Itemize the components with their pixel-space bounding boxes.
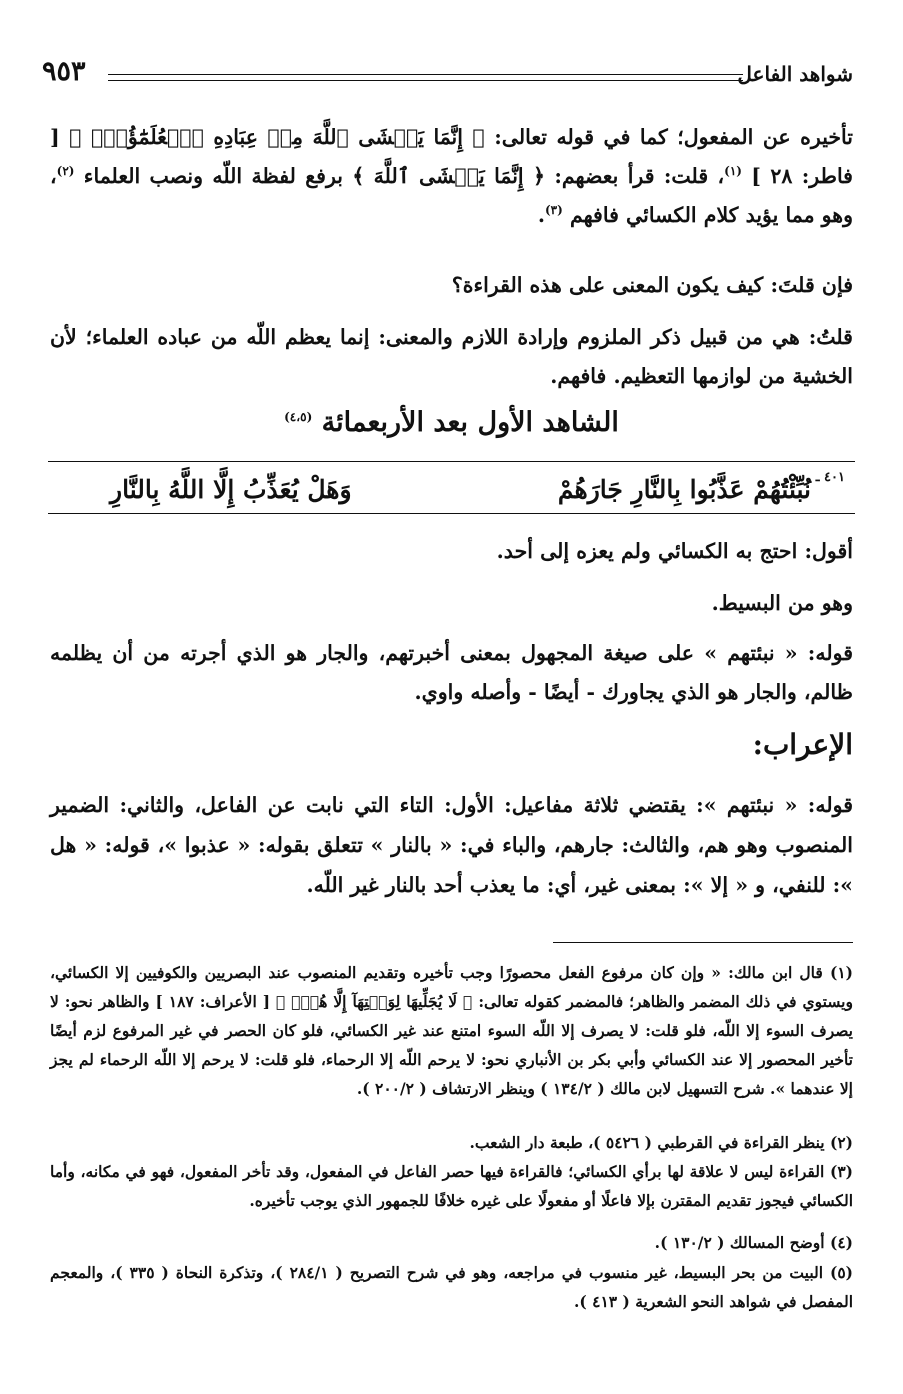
term: والثاني: bbox=[119, 793, 185, 817]
aqul-text: احتج به الكسائي ولم يعزه إلى أحد. bbox=[496, 539, 805, 563]
paragraph-quran-citation bbox=[50, 118, 853, 235]
footnote-ref-2[interactable]: (٢) bbox=[56, 164, 75, 179]
aqul-label: أقول: bbox=[804, 539, 853, 563]
section-heading bbox=[0, 407, 903, 438]
term: والثالث: bbox=[621, 833, 690, 857]
i3rab-heading: الإعراب: bbox=[752, 728, 853, 761]
term: بالنار bbox=[391, 833, 432, 857]
term: عذبوا bbox=[184, 833, 230, 857]
verse-top-rule bbox=[48, 461, 855, 462]
footnote-ref-4-5[interactable]: (٤،٥) bbox=[284, 410, 313, 424]
paragraph-question bbox=[50, 266, 853, 305]
verse-second-hemistich: وَهَلْ يُعَذِّبُ إِلَّا اللَّهُ بِالنَّارِ bbox=[110, 475, 352, 504]
footnote-ref-1[interactable]: (١) bbox=[724, 164, 742, 179]
footnote-2: (٢) ينظر القراءة في القرطبي ( ٥٤٢٦ )، طبعة دار الشعب. bbox=[469, 1133, 853, 1152]
text-segment: ، وهو مما يؤيد كلام الكسائي فافهم bbox=[50, 164, 853, 227]
verse-bottom-rule bbox=[48, 513, 855, 514]
verse-number: ٤٠١ ـ bbox=[815, 470, 845, 485]
paragraph-i3rab bbox=[50, 785, 853, 905]
text-segment: »: بمعنى غير، أي: ما يعذب أحد بالنار غير اللّه. bbox=[306, 873, 711, 897]
text-segment: جارهم، والباء في: « bbox=[431, 833, 622, 857]
answer-label: قلتُ: bbox=[808, 325, 853, 349]
text-segment: قوله: « bbox=[774, 793, 853, 817]
footnote-3: (٣) القراءة ليس لا علاقة لها برأي الكسائي؛ فالقراءة فيها حصر الفاعل في المفعول، وقد تأخر المفعول، فهو في مكانه، وأما الكسائي فيجوز تقديم المقترن بإلا فاعلًا أو مفعولًا على غيره خلافًا للجمهور الذي يوجب تأخيره. bbox=[50, 1162, 853, 1210]
section-heading-text: الشاهد الأول بعد الأربعمائة bbox=[312, 407, 619, 438]
paragraph-aqul bbox=[50, 532, 853, 571]
text-segment: التاء التي نابت عن الفاعل، bbox=[184, 793, 445, 817]
footnote-1: (١) قال ابن مالك: « وإن كان مرفوع الفعل محصورًا وجب تأخيره وتقديم المنصوب عند البصريين والكوفيين إلا الكسائي، ويستوي في ذلك المضمر والظاهر؛ فالمضمر كقوله تعالى: ﴿ لَا يُجَلِّيهَا لِوَقۡتِهَآ إِلَّا هُوَۚ ﴾ [ الأعراف: ١٨٧ ] والظاهر نحو: لا يصرف السوء إلا اللّه، فلو قلت: لا يصرف إلا اللّه السوء امتنع عند غير الكسائي، فلو كان الحصر في غير المرفوع لزم أيضًا تأخير المحصور إلا عند الكسائي وأبي بكر بن الأنباري نحو: لا يرحم اللّه إلا الرحماء، فلو قلت: لا يرحم إلا اللّه الرحماء لم يجز إلا عندهما ». شرح التسهيل لابن مالك ( ١٣٤/٢ ) وينظر الارتشاف ( ٢٠٠/٢ ). bbox=[50, 963, 853, 1098]
text-segment: تأخيره عن المفعول؛ كما في قوله تعالى: ﴿ إِنَّمَا يَخۡشَى ٱللَّهَ مِنۡ عِبَادِهِ ٱلۡعُلَمَٰٓؤُاْۗ ﴾ [ فاطر: ٢٨ ] bbox=[50, 125, 853, 188]
paragraph-explanation: قوله: « نبئتهم » على صيغة المجهول بمعنى أخبرتهم، والجار هو الذي أجرته من أن يظلمه ظالم، والجار هو الذي يجاورك - أيضًا - وأصله واوي. bbox=[50, 641, 853, 704]
text-segment: ، قلت: قرأ بعضهم: ﴿ إِنَّمَا يَخۡشَى ٱللَّهَ ﴾ برفع لفظة اللّه ونصب العلماء bbox=[74, 164, 725, 188]
text-segment: »: يقتضي ثلاثة مفاعيل: bbox=[493, 793, 727, 817]
question-text: كيف يكون المعنى على هذه القراءة؟ bbox=[451, 273, 771, 297]
term: الأول: bbox=[444, 793, 494, 817]
text-segment: »، قوله: « bbox=[76, 833, 185, 857]
term: نبئتهم bbox=[726, 793, 775, 817]
running-header-title: شواهد الفاعل bbox=[737, 62, 853, 86]
paragraph-answer bbox=[50, 318, 853, 396]
text-segment: . bbox=[537, 203, 545, 227]
footnote-4: (٤) أوضح المسالك ( ١٣٠/٢ ). bbox=[654, 1233, 853, 1252]
footnote-5: (٥) البيت من بحر البسيط، غير منسوب في مراجعه، وهو في شرح التصريح ( ٢٨٤/١ )، وتذكرة النحاة ( ٣٣٥ )، والمعجم المفصل في شواهد النحو الشعرية ( ٤١٣ ). bbox=[50, 1263, 853, 1311]
answer-text: هي من قبيل ذكر الملزوم وإرادة اللازم والمعنى: إنما يعظم اللّه من عباده العلماء؛ لأن الخشية من لوازمها التعظيم. فافهم. bbox=[50, 325, 853, 388]
footnote-separator bbox=[553, 942, 853, 943]
header-double-rule bbox=[108, 74, 743, 81]
text-segment: الضمير المنصوب وهو هم، bbox=[50, 793, 853, 857]
question-label: فإن قلتَ: bbox=[770, 273, 853, 297]
paragraph-meter: وهو من البسيط. bbox=[711, 591, 853, 615]
term: هل bbox=[50, 833, 77, 857]
text-segment: »: للنفي، و « bbox=[728, 873, 853, 897]
page-number: ٩٥٣ bbox=[42, 56, 86, 87]
term: إلا bbox=[710, 873, 729, 897]
footnote-ref-3[interactable]: (٣) bbox=[544, 203, 563, 218]
text-segment: » تتعلق بقوله: « bbox=[229, 833, 392, 857]
verse-first-hemistich: نُبِّئْتُهُمْ عَذَّبُوا بِالنَّارِ جَارَهُمْ bbox=[557, 475, 811, 504]
